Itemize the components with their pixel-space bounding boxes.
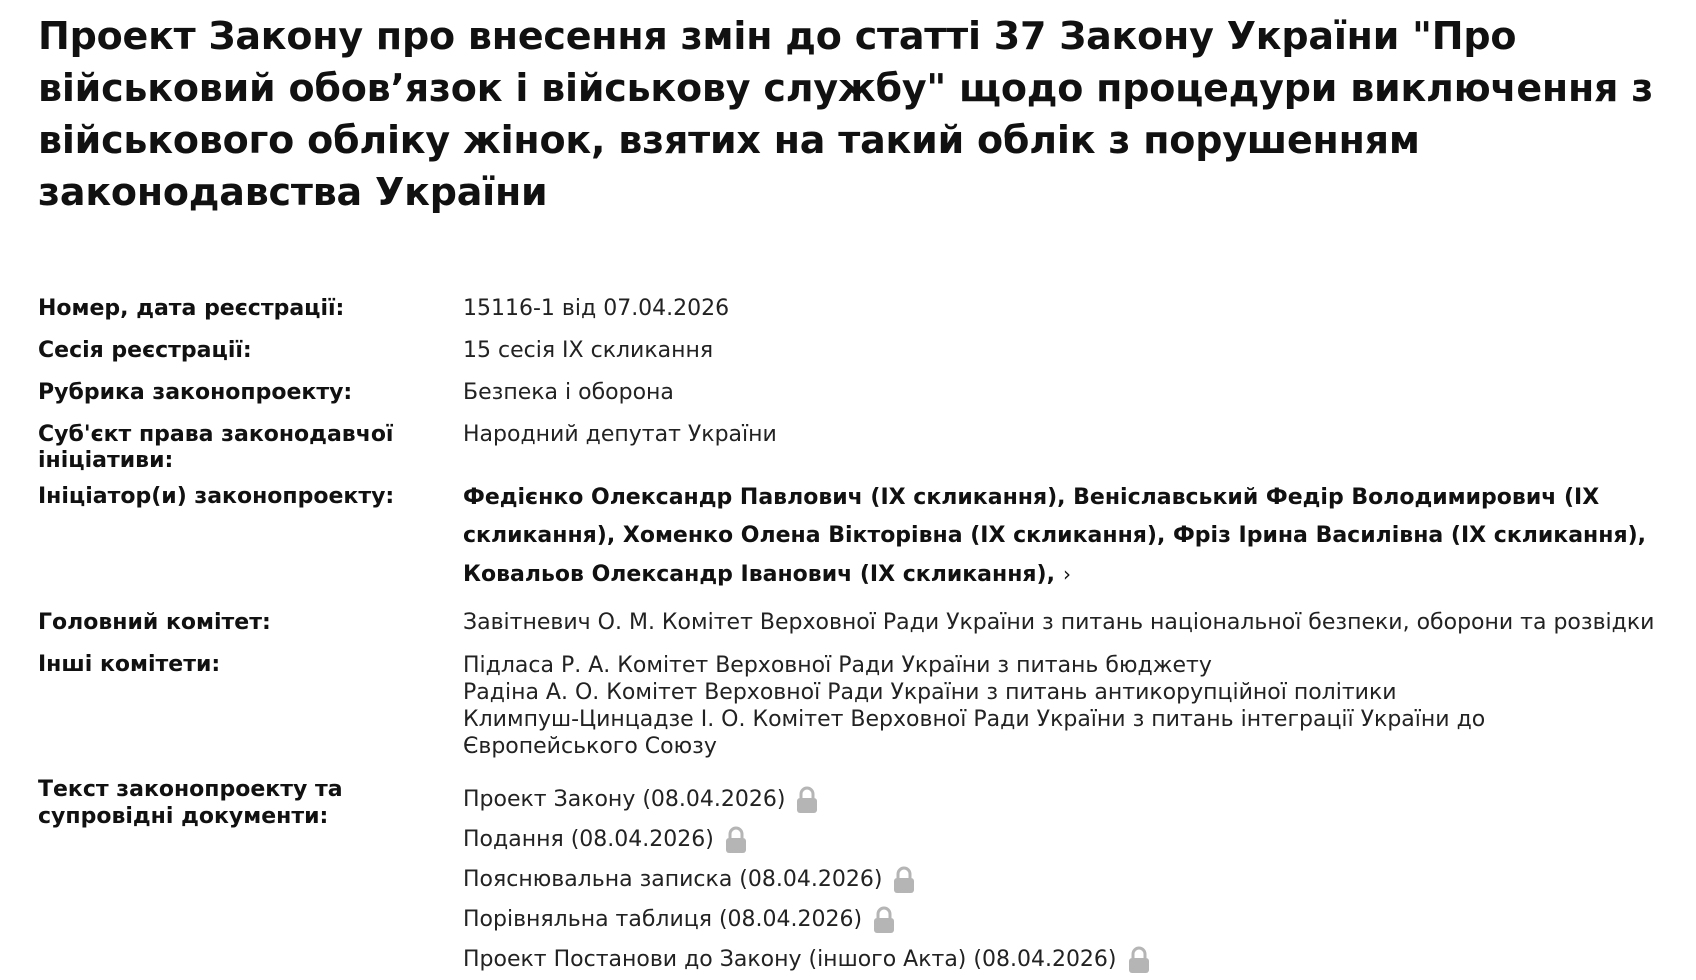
document-item: [463, 940, 1658, 980]
subject-label: Суб'єкт права законодавчої ініціативи:: [38, 422, 394, 473]
subject-value: Народний депутат України: [463, 422, 777, 447]
page-title: Проект Закону про внесення змін до статті 37 Закону України "Про військовий обов’язок і військову службу" щодо процедури виключення з військового обліку жінок, взятих на такий облік з порушенням законодавства України: [38, 14, 1654, 214]
document-link[interactable]: Пояснювальна записка (08.04.2026): [463, 867, 883, 892]
registration-label: Номер, дата реєстрації:: [38, 296, 345, 321]
document-link[interactable]: Проект Постанови до Закону (іншого Акта) (08.04.2026): [463, 947, 1117, 972]
other-committees-list: [463, 652, 1658, 760]
document-link[interactable]: Порівняльна таблиця (08.04.2026): [463, 907, 863, 932]
documents-row: [38, 776, 1658, 980]
committee-item: Климпуш-Цинцадзе І. О. Комітет Верховної Ради України з питань інтеграції України до Європейського Союзу: [463, 707, 1486, 759]
documents-list: [463, 780, 1658, 980]
committee-item: Підласа Р. А. Комітет Верховної Ради України з питань бюджету: [463, 653, 1212, 678]
chevron-right-icon[interactable]: ›: [1062, 562, 1071, 586]
document-link[interactable]: Проект Закону (08.04.2026): [463, 787, 786, 812]
document-item: [463, 900, 1658, 940]
session-label: Сесія реєстрації:: [38, 338, 252, 363]
registration-value: 15116-1 від 07.04.2026: [463, 296, 730, 321]
rubric-value: Безпека і оборона: [463, 380, 674, 405]
document-link[interactable]: Подання (08.04.2026): [463, 827, 714, 852]
rubric-label: Рубрика законопроекту:: [38, 380, 353, 405]
document-item: [463, 780, 1658, 820]
other-committees-label: Інші комітети:: [38, 652, 221, 677]
documents-label: Текст законопроекту та супровідні документи:: [38, 777, 343, 829]
lock-icon: [724, 826, 748, 854]
other-committees-row: [38, 652, 1658, 776]
lock-icon: [892, 866, 916, 894]
session-value: 15 сесія IX скликання: [463, 338, 714, 363]
initiators-value: [463, 479, 1658, 594]
document-item: [463, 820, 1658, 860]
rubric-row: [38, 380, 1658, 422]
lock-icon: [1127, 946, 1151, 974]
initiators-label: Ініціатор(и) законопроекту:: [38, 484, 395, 509]
initiators-row: [38, 484, 1658, 610]
subject-row: [38, 422, 1658, 484]
initiators-text: Федієнко Олександр Павлович (IX скликання), Веніславський Федір Володимирович (IX скликання), Хоменко Олена Вікторівна (IX скликання), Фріз Ірина Василівна (IX скликання), Ковальов Олександр Іванович (IX скликання),: [463, 485, 1646, 587]
bill-details: [38, 296, 1658, 980]
main-committee-label: Головний комітет:: [38, 610, 271, 635]
committee-item: Радіна А. О. Комітет Верховної Ради України з питань антикорупційної політики: [463, 680, 1397, 705]
lock-icon: [872, 906, 896, 934]
main-committee-value: Завітневич О. М. Комітет Верховної Ради України з питань національної безпеки, оборони та розвідки: [463, 610, 1655, 635]
session-row: [38, 338, 1658, 380]
lock-icon: [795, 786, 819, 814]
registration-row: [38, 296, 1658, 338]
document-item: [463, 860, 1658, 900]
main-committee-row: [38, 610, 1658, 652]
